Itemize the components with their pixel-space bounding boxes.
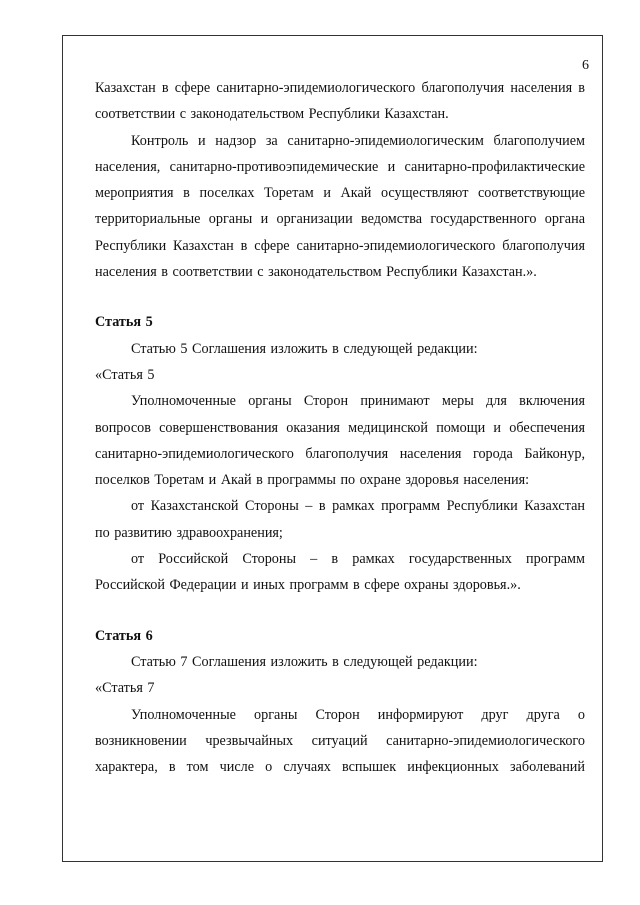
spacer bbox=[95, 285, 585, 309]
article-6-heading: Статья 6 bbox=[95, 627, 153, 644]
spacer bbox=[95, 599, 585, 623]
paragraph-control-supervision: Контроль и надзор за санитарно-эпидемиологическим благополучием населения, санитарно-противоэпидемические и санитарно-профилактические мероприятия в поселках Торетам и Акай осуществляют соответствующие территориальные органы и организации ведомства государственного органа Республики Казахстан в сфере санитарно-эпидемиологического благополучия населения в соответствии с законодательством Республики Казахстан.». bbox=[95, 132, 585, 281]
page-number: 6 bbox=[582, 58, 589, 73]
article-6-body-1: Уполномоченные органы Сторон информируют друг друга о возникновении чрезвычайных ситуаций санитарно-эпидемиологического характера, в том числе о случаях вспышек инфекционных заболеваний bbox=[95, 706, 585, 776]
article-5-body-1: Уполномоченные органы Сторон принимают меры для включения вопросов совершенствования оказания медицинской помощи и обеспечения санитарно-эпидемиологического благополучия населения города Байконур, поселков Торетам и Акай в программы по охране здоровья населения: bbox=[95, 393, 585, 489]
article-6-quoted-heading: «Статья 7 bbox=[95, 680, 155, 697]
article-6-intro: Статью 7 Соглашения изложить в следующей редакции: bbox=[131, 653, 478, 670]
article-5-heading: Статья 5 bbox=[95, 314, 153, 331]
article-5-body-3: от Российской Стороны – в рамках государственных программ Российской Федерации и иных программ в сфере охраны здоровья.». bbox=[95, 551, 585, 594]
article-5-body-2: от Казахстанской Стороны – в рамках программ Республики Казахстан по развитию здравоохранения; bbox=[95, 498, 585, 541]
article-5-quoted-heading: «Статья 5 bbox=[95, 366, 155, 383]
document-body bbox=[95, 75, 585, 780]
article-5-intro: Статью 5 Соглашения изложить в следующей редакции: bbox=[131, 340, 478, 357]
paragraph-continuation: Казахстан в сфере санитарно-эпидемиологического благополучия населения в соответствии с законодательством Республики Казахстан. bbox=[95, 80, 585, 123]
